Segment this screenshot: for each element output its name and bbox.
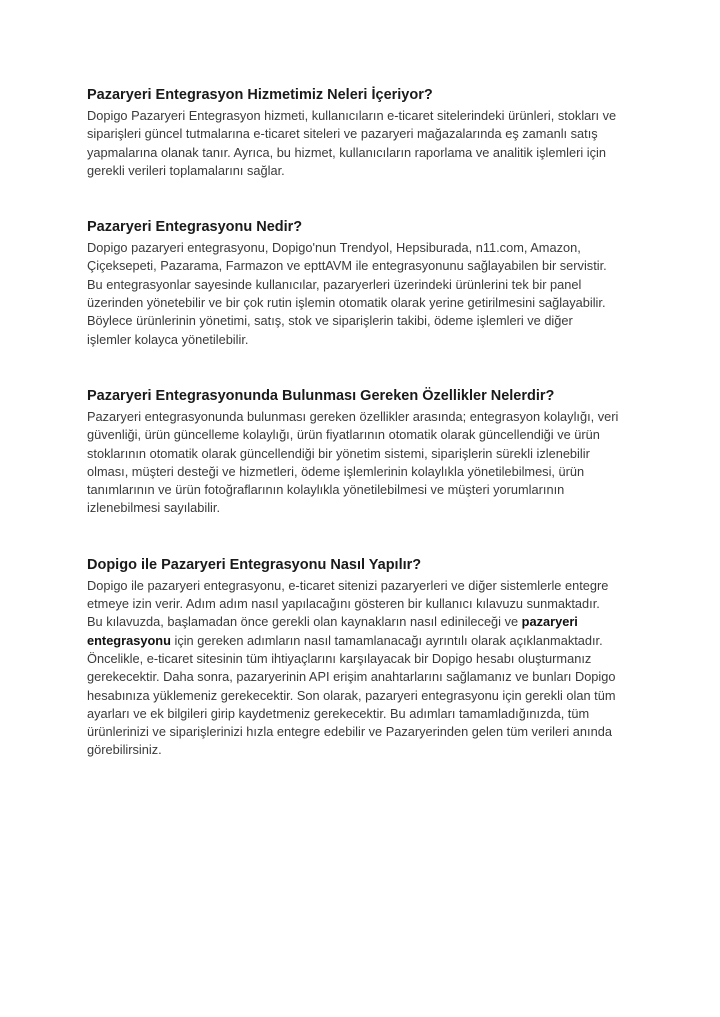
section-how-to [87,556,647,760]
section-paragraph [87,408,647,518]
paragraph-line: stoklarının otomatik olarak güncellendiği bir yönetim sistemi, siparişlerin sürekli izlenebilir [87,445,590,461]
paragraph-line: ayarları ve ek bilgileri girip kaydetmeniz gerekecektir. Bu adımları tamamladığınızda, tüm [87,705,590,721]
paragraph-line [87,613,647,631]
section-heading: Pazaryeri Entegrasyonu Nedir? [87,219,303,236]
paragraph-line [87,632,647,650]
section-heading: Dopigo ile Pazaryeri Entegrasyonu Nasıl Yapılır? [87,556,422,573]
paragraph-line: etmeye izin verir. Adım adım nasıl yapılacağını gösteren bir kullanıcı kılavuzu sunmaktadır. [87,596,600,612]
section-paragraph [87,239,647,349]
paragraph-line: görebilirsiniz. [87,742,162,758]
section-services [87,86,647,180]
paragraph-line: Dopigo ile pazaryeri entegrasyonu, e-ticaret sitenizi pazaryerleri ve diğer sistemlerle entegre [87,577,609,593]
paragraph-line: Pazaryeri entegrasyonunda bulunması gereken özellikler arasında; entegrasyon kolaylığı, veri [87,408,619,424]
paragraph-line: tanımlarının ve ürün fotoğraflarının kolaylıkla yönetilebilmesi ve müşteri yorumlarının [87,482,565,498]
paragraph-line: Bu entegrasyonlar sayesinde kullanıcılar, pazaryerleri üzerindeki ürünlerini tek bir panel [87,276,582,292]
section-what-is [87,218,647,349]
paragraph-line: üzerinden yönetebilir ve bir çok rutin işlemin otomatik olarak yerine getirilmesini sağlayabilir. [87,295,606,311]
paragraph-line: Böylece ürünlerinin yönetimi, satış, stok ve siparişlerin takibi, ödeme işlemleri ve diğer [87,313,573,329]
paragraph-line: Dopigo pazaryeri entegrasyonu, Dopigo'nun Trendyol, Hepsiburada, n11.com, Amazon, [87,240,581,256]
section-paragraph [87,107,647,180]
paragraph-line: siparişleri güncel tutmalarına e-ticaret siteleri ve pazaryeri mağazalarında eş zamanlı satış [87,126,598,142]
paragraph-line: Çiçeksepeti, Pazarama, Farmazon ve epttAVM ile entegrasyonunu sağlayabilen bir servistir. [87,258,607,274]
paragraph-line: güvenliği, ürün güncelleme kolaylığı, ürün fiyatlarının otomatik olarak güncellendiği ve ürün [87,427,600,443]
section-heading: Pazaryeri Entegrasyon Hizmetimiz Neleri İçeriyor? [87,87,433,103]
pazaryeri-link-part1[interactable]: pazaryeri [521,614,578,630]
paragraph-line: yapmalarına olanak tanır. Ayrıca, bu hizmet, kullanıcıların raporlama ve analitik işlemleri için [87,144,606,160]
paragraph-line: gerekli verileri toplamalarını sağlar. [87,162,285,178]
section-paragraph [87,577,647,760]
document-page [87,86,647,760]
paragraph-text: Bu kılavuzda, başlamadan önce gerekli olan kaynakların nasıl edinileceği ve [87,614,522,630]
paragraph-line: Dopigo Pazaryeri Entegrasyon hizmeti, kullanıcıların e-ticaret sitelerindeki ürünleri, stokları ve [87,108,617,123]
paragraph-line: hesabınıza yüklemeniz gerekecektir. Son olarak, pazaryeri entegrasyonu için gerekli olan tüm [87,687,616,703]
paragraph-line: ürünlerinizi ve siparişlerinizi hızla entegre edebilir ve Pazaryerinden gelen tüm verileri anında [87,724,612,740]
paragraph-text: için gereken adımların nasıl tamamlanacağı ayrıntılı olarak açıklanmaktadır. [170,632,603,648]
pazaryeri-link-part2[interactable]: entegrasyonu [87,632,171,648]
section-heading: Pazaryeri Entegrasyonunda Bulunması Gereken Özellikler Nelerdir? [87,387,555,404]
paragraph-line: olması, müşteri desteği ve hizmetleri, ödeme işlemlerinin kolaylıkla yönetilebilmesi, ürün [87,463,585,479]
paragraph-line: izlenebilmesi sayılabilir. [87,500,220,516]
section-features [87,387,647,518]
paragraph-line: işlemler kolayca yönetilebilir. [87,331,249,347]
paragraph-line: Öncelikle, e-ticaret sitesinin tüm ihtiyaçlarını karşılayacak bir Dopigo hesabı oluşturmanız [87,650,592,666]
paragraph-line: gerekecektir. Daha sonra, pazaryerinin API erişim anahtarlarını sağlamanız ve bunları Dopigo [87,669,616,685]
